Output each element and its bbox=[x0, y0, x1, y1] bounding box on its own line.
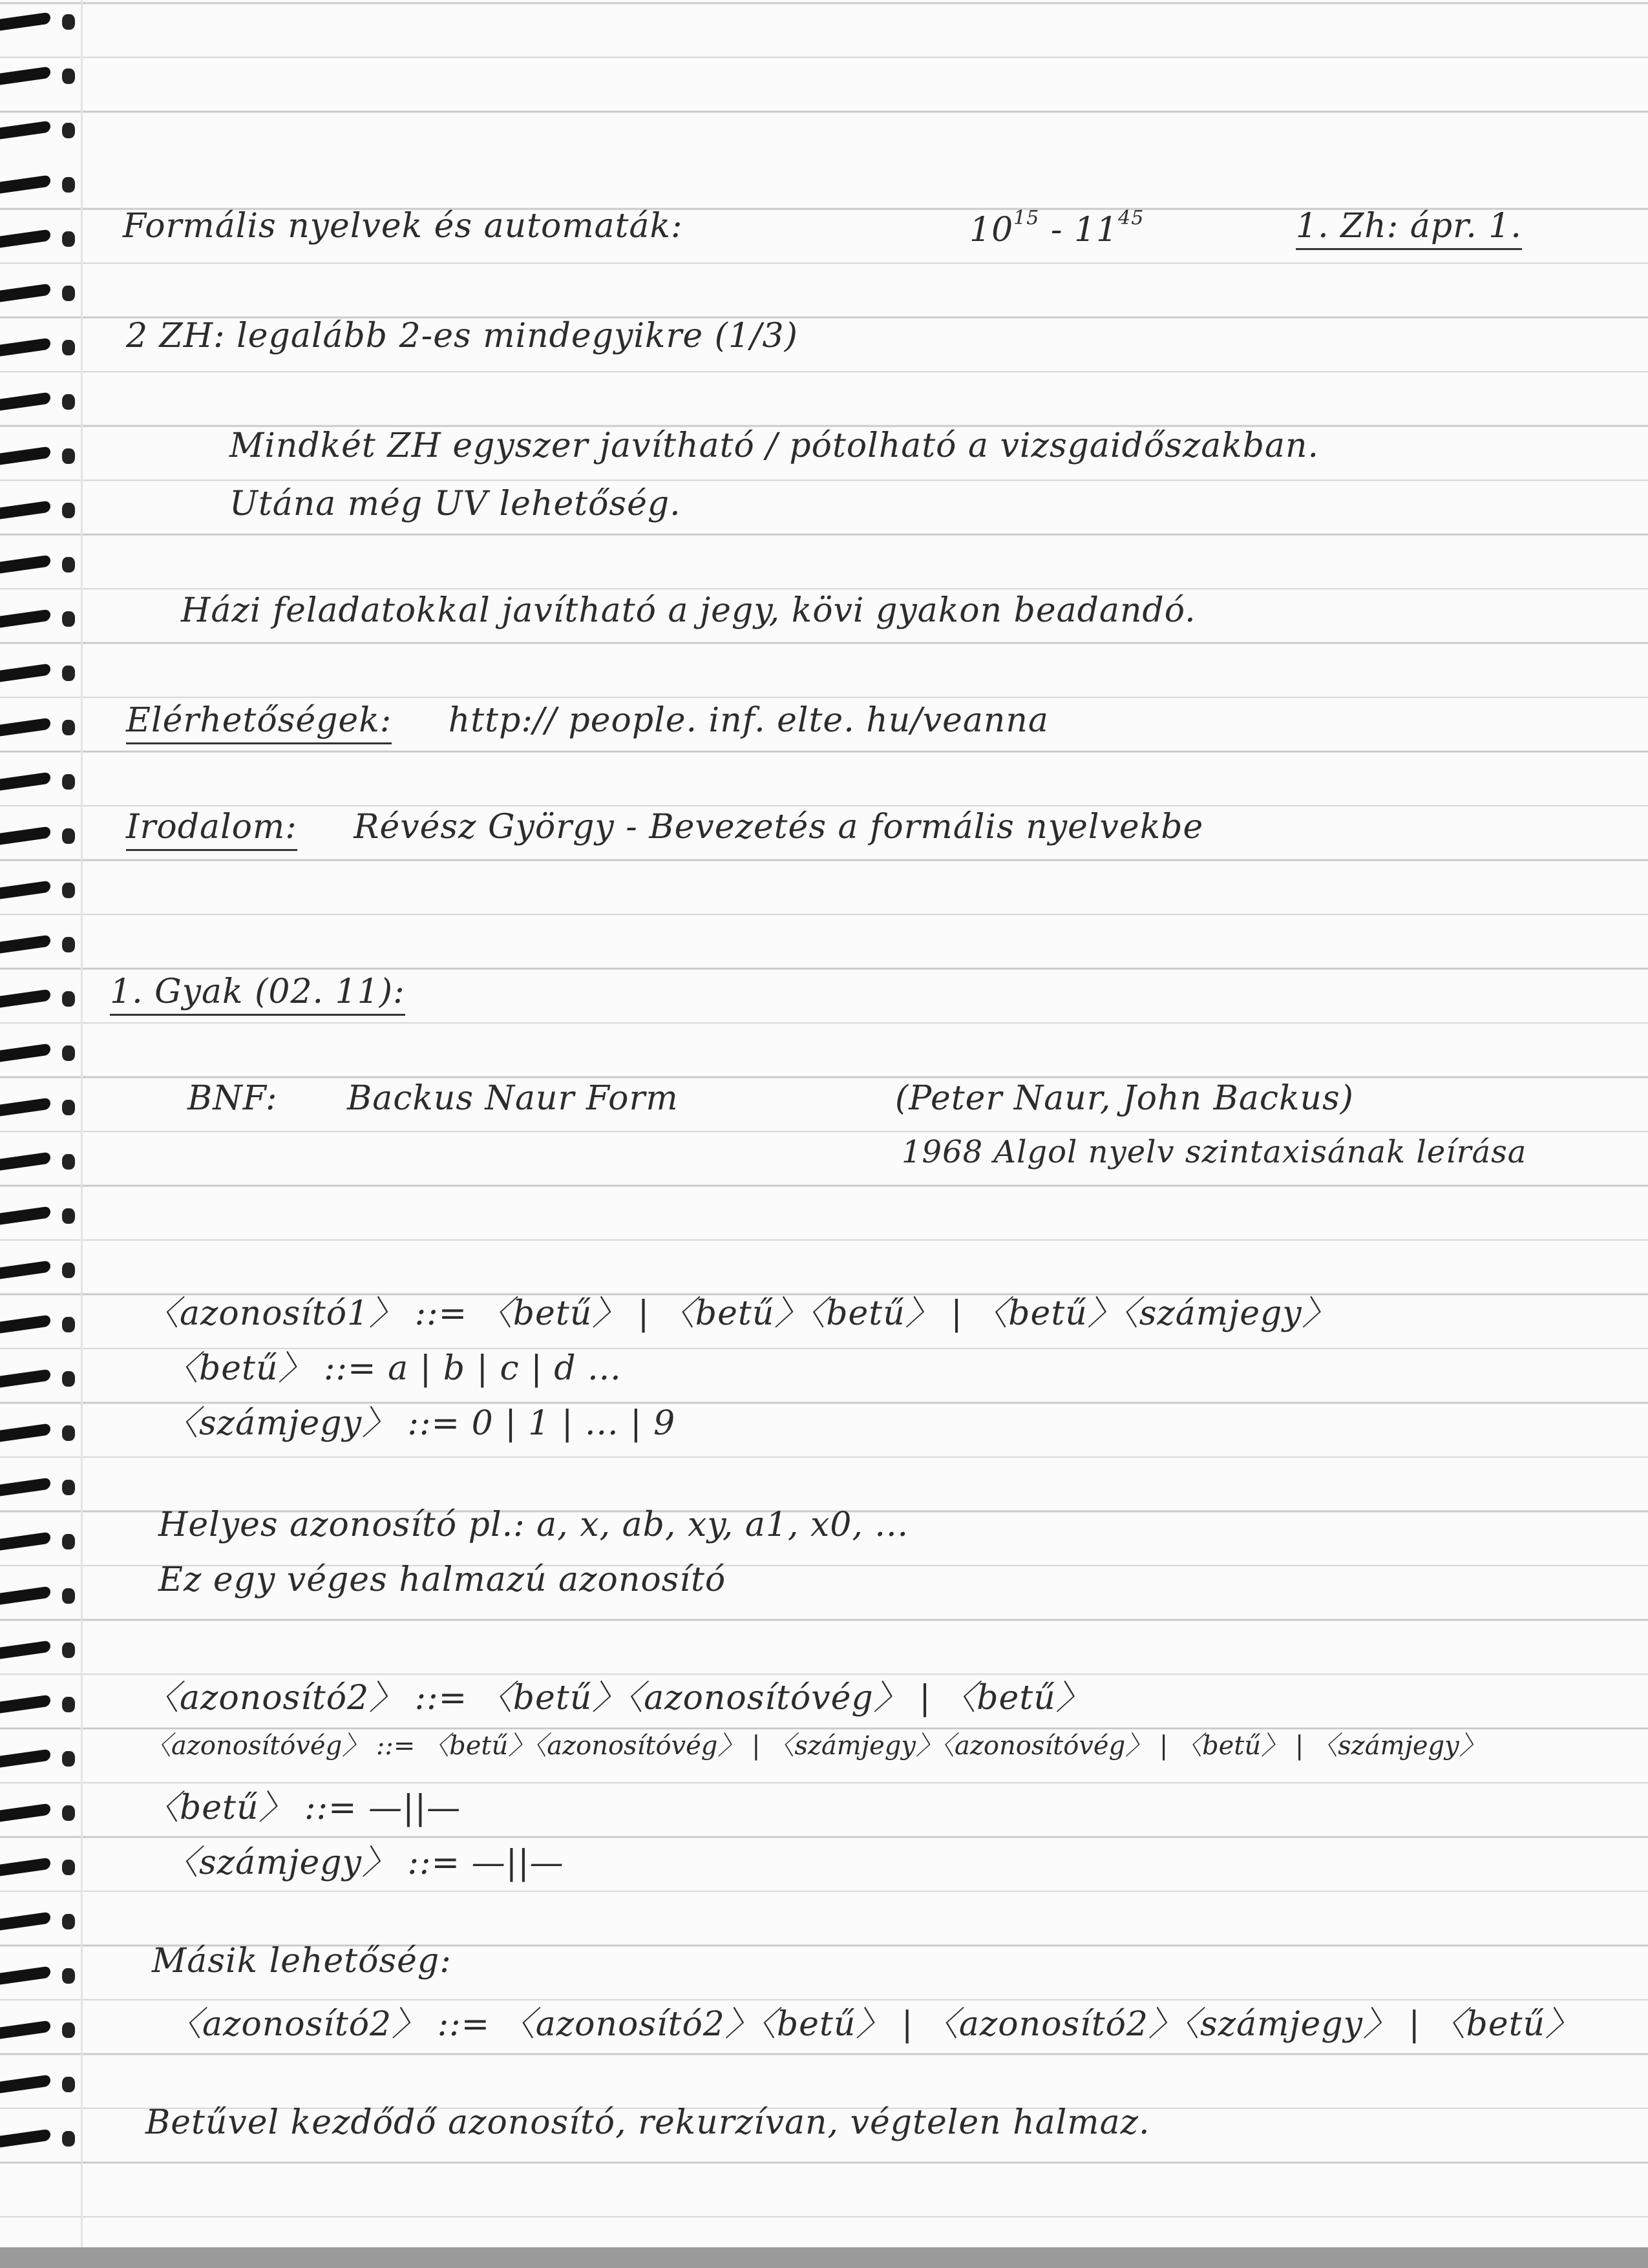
punch-hole bbox=[62, 774, 75, 790]
spiral-ring bbox=[0, 1207, 76, 1226]
punch-hole bbox=[62, 937, 75, 952]
spiral-ring bbox=[0, 2021, 76, 2041]
conclusion: Betűvel kezdődő azonosító, rekurzívan, végtelen halmaz. bbox=[145, 2103, 1150, 2142]
spiral-ring bbox=[0, 2075, 76, 2095]
spiral-ring bbox=[0, 1316, 76, 1335]
spiral-wire bbox=[0, 229, 50, 248]
rule-szamjegy: 〈számjegy〉 ::= 0 | 1 | ... | 9 bbox=[165, 1404, 676, 1443]
bnf-label: BNF: bbox=[187, 1079, 278, 1118]
contact-label: Elérhetőségek: bbox=[126, 701, 392, 744]
punch-hole bbox=[62, 231, 75, 247]
spiral-wire bbox=[0, 284, 50, 302]
spiral-wire bbox=[0, 392, 50, 411]
rule-azonosito1: 〈azonosító1〉 ::= 〈betű〉 | 〈betű〉〈betű〉 | 〈betű〉〈számjegy〉 bbox=[145, 1294, 1336, 1333]
spiral-ring bbox=[0, 1858, 76, 1878]
punch-hole bbox=[62, 1263, 75, 1278]
punch-hole bbox=[62, 123, 75, 138]
spiral-ring bbox=[0, 827, 76, 846]
spiral-ring bbox=[0, 990, 76, 1009]
spiral-ring bbox=[0, 2130, 76, 2149]
first-exam-date: 1. Zh: ápr. 1. bbox=[1296, 207, 1522, 246]
spiral-ring bbox=[0, 1098, 76, 1118]
retake-info-2: Utána még UV lehetőség. bbox=[229, 485, 681, 523]
spiral-wire bbox=[0, 1261, 50, 1279]
spiral-wire bbox=[0, 1749, 50, 1768]
bnf-history: 1968 Algol nyelv szintaxisának leírása bbox=[902, 1134, 1527, 1170]
spiral-wire bbox=[0, 1369, 50, 1388]
punch-hole bbox=[62, 1805, 75, 1821]
bnf-people: (Peter Naur, John Backus) bbox=[895, 1079, 1354, 1118]
spiral-ring bbox=[0, 664, 76, 684]
punch-hole bbox=[62, 2077, 75, 2092]
spiral-wire bbox=[0, 609, 50, 628]
spiral-wire bbox=[0, 1966, 50, 1985]
spiral-ring bbox=[0, 230, 76, 249]
spiral-wire bbox=[0, 1478, 50, 1496]
lecture-time: $10^{15} - 11^{45}$ bbox=[969, 207, 1145, 249]
punch-hole bbox=[62, 1154, 75, 1170]
spiral-ring bbox=[0, 1587, 76, 1606]
spiral-ring bbox=[0, 773, 76, 792]
punch-hole bbox=[62, 557, 75, 572]
spiral-wire bbox=[0, 1695, 50, 1714]
spiral-ring bbox=[0, 13, 76, 32]
alternative-label: Másik lehetőség: bbox=[152, 1942, 452, 1980]
spiral-ring bbox=[0, 881, 76, 901]
punch-hole bbox=[62, 177, 75, 193]
punch-hole bbox=[62, 1208, 75, 1224]
spiral-ring bbox=[0, 393, 76, 412]
punch-hole bbox=[62, 611, 75, 627]
punch-hole bbox=[62, 1860, 75, 1875]
punch-hole bbox=[62, 14, 75, 30]
spiral-ring bbox=[0, 1261, 76, 1281]
punch-hole bbox=[62, 286, 75, 301]
spiral-wire bbox=[0, 881, 50, 899]
spiral-wire bbox=[0, 826, 50, 845]
spiral-binding bbox=[0, 0, 90, 2268]
spiral-ring bbox=[0, 501, 76, 521]
spiral-wire bbox=[0, 1152, 50, 1171]
practice-heading: 1. Gyak (02. 11): bbox=[110, 972, 405, 1011]
spiral-wire bbox=[0, 935, 50, 954]
punch-hole bbox=[62, 1100, 75, 1115]
punch-hole bbox=[62, 1371, 75, 1387]
punch-hole bbox=[62, 828, 75, 844]
spiral-ring bbox=[0, 176, 76, 195]
spiral-ring bbox=[0, 556, 76, 575]
spiral-ring bbox=[0, 339, 76, 358]
punch-hole bbox=[62, 1588, 75, 1604]
time-end: $11^{45}$ bbox=[1074, 207, 1145, 249]
spiral-ring bbox=[0, 1533, 76, 1552]
bnf-full: Backus Naur Form bbox=[347, 1079, 679, 1118]
spiral-ring bbox=[0, 1913, 76, 1932]
literature-row bbox=[126, 808, 1203, 846]
spiral-ring bbox=[0, 719, 76, 738]
spiral-ring bbox=[0, 1804, 76, 1823]
punch-hole bbox=[62, 394, 75, 410]
spiral-ring bbox=[0, 1370, 76, 1389]
homework-info: Házi feladatokkal javítható a jegy, kövi gyakon beadandó. bbox=[181, 591, 1196, 630]
spiral-wire bbox=[0, 772, 50, 791]
spiral-wire bbox=[0, 2021, 50, 2039]
alternative-rule: 〈azonosító2〉 ::= 〈azonosító2〉〈betű〉 | 〈azonosító2〉〈számjegy〉 | 〈betű〉 bbox=[168, 2005, 1579, 2044]
spiral-wire bbox=[0, 501, 50, 520]
spiral-ring bbox=[0, 1967, 76, 1986]
spiral-wire bbox=[0, 121, 50, 140]
spiral-wire bbox=[0, 2075, 50, 2094]
spiral-wire bbox=[0, 175, 50, 194]
spiral-wire bbox=[0, 446, 50, 465]
spiral-wire bbox=[0, 1858, 50, 1876]
spiral-wire bbox=[0, 2129, 50, 2148]
spiral-ring bbox=[0, 1641, 76, 1661]
spiral-wire bbox=[0, 989, 50, 1008]
punch-hole bbox=[62, 1751, 75, 1767]
spiral-wire bbox=[0, 1044, 50, 1062]
zh-requirement: 2 ZH: legalább 2-es mindegyikre (1/3) bbox=[126, 317, 798, 355]
spiral-wire bbox=[0, 1641, 50, 1659]
scan-bottom-edge bbox=[0, 2247, 1648, 2268]
punch-hole bbox=[62, 1914, 75, 1929]
spiral-wire bbox=[0, 718, 50, 737]
punch-hole bbox=[62, 68, 75, 84]
spiral-wire bbox=[0, 1586, 50, 1605]
punch-hole bbox=[62, 503, 75, 518]
spiral-wire bbox=[0, 67, 50, 85]
spiral-wire bbox=[0, 1912, 50, 1931]
spiral-ring bbox=[0, 1044, 76, 1064]
spiral-wire bbox=[0, 1803, 50, 1822]
rule-betu-2: 〈betű〉 ::= —||— bbox=[145, 1789, 461, 1827]
punch-hole bbox=[62, 666, 75, 681]
spiral-wire bbox=[0, 12, 50, 31]
spiral-ring bbox=[0, 1424, 76, 1444]
rule-azonosito2: 〈azonosító2〉 ::= 〈betű〉〈azonosítóvég〉 | 〈betű〉 bbox=[145, 1679, 1090, 1717]
rule-betu: 〈betű〉 ::= a | b | c | d ... bbox=[165, 1349, 622, 1388]
punch-hole bbox=[62, 1697, 75, 1712]
spiral-ring bbox=[0, 67, 76, 87]
spiral-ring bbox=[0, 1750, 76, 1769]
spiral-ring bbox=[0, 447, 76, 467]
spiral-ring bbox=[0, 1696, 76, 1715]
literature-label: Irodalom: bbox=[126, 808, 297, 851]
rule-azonositoveg: 〈azonosítóvég〉 ::= 〈betű〉〈azonosítóvég〉 | 〈számjegy〉〈azonosítóvég〉 | 〈betű〉 | 〈számjegy〉 bbox=[145, 1731, 1485, 1761]
literature-text: Révész György - Bevezetés a formális nyelvekbe bbox=[354, 808, 1204, 846]
spiral-wire bbox=[0, 1206, 50, 1225]
contact-row bbox=[126, 701, 1049, 740]
punch-hole bbox=[62, 991, 75, 1007]
punch-hole bbox=[62, 883, 75, 898]
punch-hole bbox=[62, 2022, 75, 2038]
rule-szamjegy-2: 〈számjegy〉 ::= —||— bbox=[165, 1843, 564, 1882]
spiral-wire bbox=[0, 1098, 50, 1117]
spiral-ring bbox=[0, 1153, 76, 1172]
spiral-wire bbox=[0, 338, 50, 357]
punch-hole bbox=[62, 448, 75, 464]
bnf-row bbox=[187, 1079, 679, 1118]
spiral-wire bbox=[0, 1532, 50, 1551]
retake-info-1: Mindkét ZH egyszer javítható / pótolható a vizsgaidőszakban. bbox=[229, 426, 1320, 465]
punch-hole bbox=[62, 1968, 75, 1984]
spiral-ring bbox=[0, 1478, 76, 1498]
punch-hole bbox=[62, 2131, 75, 2147]
course-title: Formális nyelvek és automaták: bbox=[123, 207, 683, 246]
contact-url: http:// people. inf. elte. hu/veanna bbox=[448, 701, 1049, 740]
punch-hole bbox=[62, 1480, 75, 1495]
punch-hole bbox=[62, 1534, 75, 1549]
identifier-examples: Helyes azonosító pl.: a, x, ab, xy, a1, x0, ... bbox=[158, 1506, 909, 1544]
punch-hole bbox=[62, 1317, 75, 1332]
punch-hole bbox=[62, 1643, 75, 1658]
spiral-ring bbox=[0, 121, 76, 141]
spiral-wire bbox=[0, 1315, 50, 1334]
spiral-wire bbox=[0, 1423, 50, 1442]
spiral-ring bbox=[0, 284, 76, 304]
spiral-wire bbox=[0, 664, 50, 682]
spiral-wire bbox=[0, 555, 50, 574]
punch-hole bbox=[62, 1045, 75, 1061]
finite-note: Ez egy véges halmazú azonosító bbox=[158, 1560, 726, 1599]
punch-hole bbox=[62, 1425, 75, 1441]
punch-hole bbox=[62, 340, 75, 355]
spiral-ring bbox=[0, 610, 76, 629]
spiral-ring bbox=[0, 936, 76, 955]
time-start: $10^{15}$ bbox=[969, 207, 1040, 249]
punch-hole bbox=[62, 720, 75, 735]
